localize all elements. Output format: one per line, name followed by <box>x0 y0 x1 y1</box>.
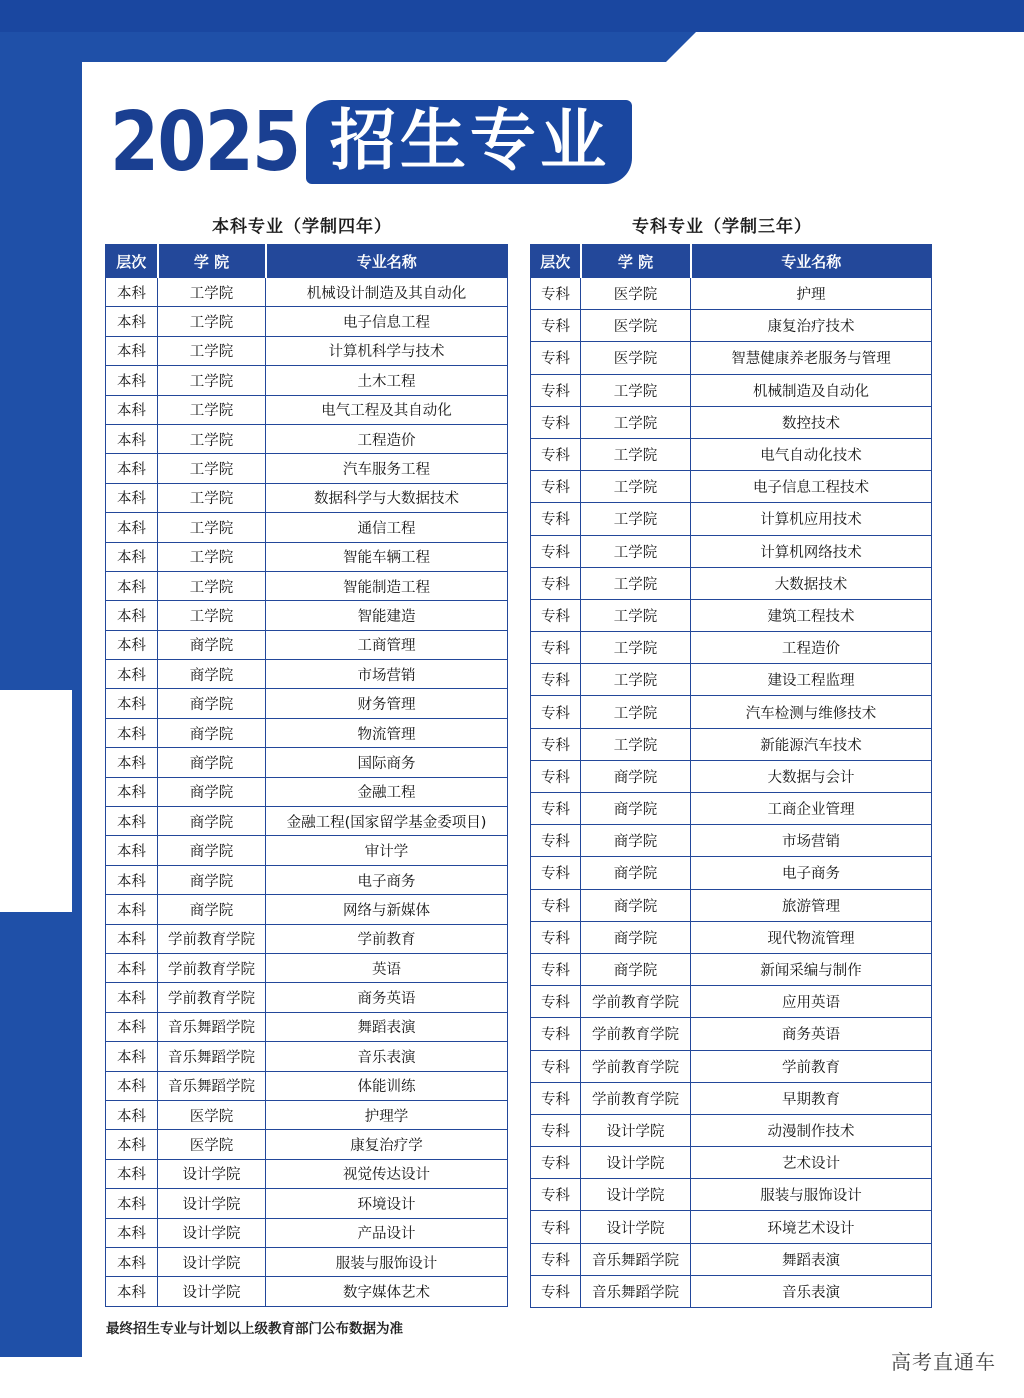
page-title: 招生专业 <box>330 102 610 179</box>
table-row <box>106 366 508 395</box>
major-cell: 工商管理 <box>266 630 508 659</box>
major-cell: 建筑工程技术 <box>691 599 932 631</box>
college-cell: 设计学院 <box>581 1147 691 1179</box>
table-row <box>531 986 932 1018</box>
table-row <box>531 728 932 760</box>
major-cell: 金融工程(国家留学基金委项目) <box>266 807 508 836</box>
major-cell: 汽车检测与维修技术 <box>691 696 932 728</box>
table-row <box>106 1012 508 1041</box>
table-row <box>106 542 508 571</box>
college-cell: 设计学院 <box>581 1211 691 1243</box>
table-row <box>106 689 508 718</box>
college-cell: 学前教育学院 <box>581 986 691 1018</box>
level-cell: 本科 <box>106 953 158 982</box>
major-cell: 英语 <box>266 953 508 982</box>
major-cell: 康复治疗技术 <box>691 310 932 342</box>
level-cell: 本科 <box>106 924 158 953</box>
college-cell: 工学院 <box>581 406 691 438</box>
level-cell: 专科 <box>531 471 581 503</box>
college-cell: 工学院 <box>158 513 266 542</box>
major-cell: 早期教育 <box>691 1082 932 1114</box>
major-cell: 金融工程 <box>266 777 508 806</box>
college-cell: 学前教育学院 <box>158 953 266 982</box>
major-cell: 智能车辆工程 <box>266 542 508 571</box>
major-cell: 音乐表演 <box>266 1042 508 1071</box>
college-cell: 商学院 <box>581 889 691 921</box>
table-header-row <box>531 245 932 278</box>
major-cell: 市场营销 <box>691 825 932 857</box>
college-cell: 学前教育学院 <box>158 924 266 953</box>
college-cell: 工学院 <box>158 307 266 336</box>
major-cell: 数据科学与大数据技术 <box>266 483 508 512</box>
level-cell: 本科 <box>106 1159 158 1188</box>
level-cell: 本科 <box>106 865 158 894</box>
level-cell: 专科 <box>531 986 581 1018</box>
college-cell: 商学院 <box>158 777 266 806</box>
level-cell: 本科 <box>106 1247 158 1276</box>
level-cell: 专科 <box>531 632 581 664</box>
level-cell: 专科 <box>531 1243 581 1275</box>
level-cell: 专科 <box>531 728 581 760</box>
major-cell: 学前教育 <box>691 1050 932 1082</box>
table-row <box>106 865 508 894</box>
level-cell: 专科 <box>531 793 581 825</box>
table-row <box>106 1277 508 1306</box>
table-row <box>106 718 508 747</box>
major-cell: 服装与服饰设计 <box>691 1179 932 1211</box>
level-cell: 本科 <box>106 601 158 630</box>
table-row <box>106 895 508 924</box>
benke-section-title: 本科专业（学制四年） <box>212 217 392 237</box>
side-notch-line <box>72 712 82 910</box>
college-cell: 工学院 <box>158 395 266 424</box>
table-row <box>531 1147 932 1179</box>
college-cell: 设计学院 <box>581 1114 691 1146</box>
college-cell: 医学院 <box>581 342 691 374</box>
level-cell: 本科 <box>106 1130 158 1159</box>
table-row <box>106 983 508 1012</box>
level-cell: 专科 <box>531 438 581 470</box>
college-cell: 音乐舞蹈学院 <box>581 1243 691 1275</box>
major-cell: 艺术设计 <box>691 1147 932 1179</box>
college-cell: 音乐舞蹈学院 <box>158 1042 266 1071</box>
major-cell: 机械制造及自动化 <box>691 374 932 406</box>
college-cell: 商学院 <box>581 921 691 953</box>
level-cell: 专科 <box>531 278 581 310</box>
level-cell: 专科 <box>531 1018 581 1050</box>
college-cell: 商学院 <box>158 630 266 659</box>
table-row <box>106 1130 508 1159</box>
level-cell: 本科 <box>106 630 158 659</box>
major-cell: 工程造价 <box>266 424 508 453</box>
college-cell: 工学院 <box>158 454 266 483</box>
major-cell: 商务英语 <box>266 983 508 1012</box>
zhuanke-section-title: 专科专业（学制三年） <box>632 217 812 237</box>
major-cell: 汽车服务工程 <box>266 454 508 483</box>
table-row <box>531 632 932 664</box>
level-cell: 专科 <box>531 953 581 985</box>
table-row <box>106 807 508 836</box>
table-row <box>531 953 932 985</box>
table-row <box>531 793 932 825</box>
level-cell: 本科 <box>106 1189 158 1218</box>
major-cell: 数字媒体艺术 <box>266 1277 508 1306</box>
college-cell: 设计学院 <box>158 1247 266 1276</box>
level-cell: 本科 <box>106 718 158 747</box>
table-row <box>531 825 932 857</box>
table-row <box>106 1100 508 1129</box>
major-cell: 电子商务 <box>266 865 508 894</box>
college-cell: 商学院 <box>581 953 691 985</box>
header-year: 2025 <box>110 95 300 190</box>
college-cell: 商学院 <box>158 718 266 747</box>
major-cell: 电子信息工程技术 <box>691 471 932 503</box>
college-cell: 工学院 <box>158 601 266 630</box>
college-cell: 商学院 <box>581 760 691 792</box>
college-cell: 工学院 <box>158 483 266 512</box>
table-row <box>106 395 508 424</box>
table-row <box>531 535 932 567</box>
table-row <box>531 406 932 438</box>
level-cell: 本科 <box>106 660 158 689</box>
table-row <box>106 513 508 542</box>
major-cell: 康复治疗学 <box>266 1130 508 1159</box>
level-cell: 本科 <box>106 836 158 865</box>
major-cell: 环境设计 <box>266 1189 508 1218</box>
college-cell: 工学院 <box>581 535 691 567</box>
major-cell: 审计学 <box>266 836 508 865</box>
college-cell: 商学院 <box>581 857 691 889</box>
major-cell: 智能制造工程 <box>266 571 508 600</box>
college-cell: 商学院 <box>158 895 266 924</box>
major-cell: 电子信息工程 <box>266 307 508 336</box>
college-cell: 设计学院 <box>581 1179 691 1211</box>
major-cell: 数控技术 <box>691 406 932 438</box>
table-row <box>106 660 508 689</box>
table-row <box>531 664 932 696</box>
level-cell: 专科 <box>531 1211 581 1243</box>
major-cell: 计算机科学与技术 <box>266 336 508 365</box>
header-college: 学 院 <box>158 245 266 278</box>
table-row <box>106 336 508 365</box>
level-cell: 专科 <box>531 760 581 792</box>
major-cell: 旅游管理 <box>691 889 932 921</box>
major-cell: 动漫制作技术 <box>691 1114 932 1146</box>
major-cell: 工程造价 <box>691 632 932 664</box>
level-cell: 本科 <box>106 895 158 924</box>
level-cell: 本科 <box>106 454 158 483</box>
level-cell: 本科 <box>106 513 158 542</box>
header-college: 学 院 <box>581 245 691 278</box>
college-cell: 商学院 <box>581 793 691 825</box>
college-cell: 商学院 <box>158 748 266 777</box>
college-cell: 工学院 <box>581 728 691 760</box>
level-cell: 本科 <box>106 748 158 777</box>
college-cell: 工学院 <box>581 503 691 535</box>
watermark: 高考直通车 <box>891 1350 996 1374</box>
table-row <box>106 630 508 659</box>
major-cell: 应用英语 <box>691 986 932 1018</box>
college-cell: 工学院 <box>581 471 691 503</box>
major-cell: 机械设计制造及其自动化 <box>266 278 508 307</box>
college-cell: 音乐舞蹈学院 <box>158 1012 266 1041</box>
major-cell: 音乐表演 <box>691 1275 932 1307</box>
table-row <box>106 454 508 483</box>
header-level: 层次 <box>531 245 581 278</box>
major-cell: 通信工程 <box>266 513 508 542</box>
level-cell: 本科 <box>106 483 158 512</box>
major-cell: 智慧健康养老服务与管理 <box>691 342 932 374</box>
college-cell: 商学院 <box>158 689 266 718</box>
college-cell: 音乐舞蹈学院 <box>158 1071 266 1100</box>
college-cell: 学前教育学院 <box>581 1050 691 1082</box>
college-cell: 工学院 <box>158 571 266 600</box>
table-row <box>106 836 508 865</box>
header-major: 专业名称 <box>691 245 932 278</box>
level-cell: 专科 <box>531 535 581 567</box>
level-cell: 专科 <box>531 889 581 921</box>
zhuanke-table <box>530 244 932 1308</box>
major-cell: 体能训练 <box>266 1071 508 1100</box>
level-cell: 专科 <box>531 1275 581 1307</box>
footnote: 最终招生专业与计划以上级教育部门公布数据为准 <box>106 1321 403 1337</box>
level-cell: 专科 <box>531 664 581 696</box>
major-cell: 计算机应用技术 <box>691 503 932 535</box>
benke-table <box>105 244 508 1307</box>
major-cell: 护理学 <box>266 1100 508 1129</box>
table-row <box>106 424 508 453</box>
table-row <box>106 1159 508 1188</box>
table-row <box>531 760 932 792</box>
level-cell: 专科 <box>531 921 581 953</box>
college-cell: 学前教育学院 <box>581 1018 691 1050</box>
benke-table-body <box>106 278 508 1307</box>
table-row <box>531 1243 932 1275</box>
major-cell: 工商企业管理 <box>691 793 932 825</box>
level-cell: 专科 <box>531 567 581 599</box>
major-cell: 舞蹈表演 <box>691 1243 932 1275</box>
table-row <box>106 601 508 630</box>
table-row <box>106 278 508 307</box>
college-cell: 工学院 <box>581 567 691 599</box>
table-row <box>531 599 932 631</box>
major-cell: 国际商务 <box>266 748 508 777</box>
major-cell: 土木工程 <box>266 366 508 395</box>
major-cell: 学前教育 <box>266 924 508 953</box>
college-cell: 工学院 <box>158 336 266 365</box>
college-cell: 工学院 <box>158 542 266 571</box>
college-cell: 商学院 <box>581 825 691 857</box>
table-row <box>106 1247 508 1276</box>
level-cell: 本科 <box>106 807 158 836</box>
level-cell: 本科 <box>106 1277 158 1306</box>
table-row <box>531 503 932 535</box>
table-row <box>531 857 932 889</box>
table-row <box>531 1179 932 1211</box>
table-row <box>531 1275 932 1307</box>
level-cell: 专科 <box>531 1147 581 1179</box>
table-row <box>106 1189 508 1218</box>
college-cell: 设计学院 <box>158 1277 266 1306</box>
major-cell: 建设工程监理 <box>691 664 932 696</box>
level-cell: 本科 <box>106 571 158 600</box>
major-cell: 网络与新媒体 <box>266 895 508 924</box>
major-cell: 环境艺术设计 <box>691 1211 932 1243</box>
level-cell: 本科 <box>106 542 158 571</box>
level-cell: 本科 <box>106 1100 158 1129</box>
level-cell: 专科 <box>531 599 581 631</box>
level-cell: 专科 <box>531 342 581 374</box>
college-cell: 学前教育学院 <box>581 1082 691 1114</box>
side-notch <box>0 690 72 912</box>
level-cell: 本科 <box>106 336 158 365</box>
table-row <box>531 471 932 503</box>
major-cell: 新能源汽车技术 <box>691 728 932 760</box>
table-row <box>106 307 508 336</box>
major-cell: 物流管理 <box>266 718 508 747</box>
college-cell: 医学院 <box>581 310 691 342</box>
header-level: 层次 <box>106 245 158 278</box>
level-cell: 本科 <box>106 278 158 307</box>
level-cell: 专科 <box>531 1179 581 1211</box>
table-row <box>531 278 932 310</box>
level-cell: 专科 <box>531 696 581 728</box>
major-cell: 护理 <box>691 278 932 310</box>
college-cell: 工学院 <box>581 374 691 406</box>
major-cell: 商务英语 <box>691 1018 932 1050</box>
table-row <box>531 567 932 599</box>
table-row <box>106 1218 508 1247</box>
college-cell: 工学院 <box>581 632 691 664</box>
zhuanke-table-body <box>531 278 932 1308</box>
table-row <box>106 1042 508 1071</box>
college-cell: 医学院 <box>158 1130 266 1159</box>
college-cell: 学前教育学院 <box>158 983 266 1012</box>
major-cell: 服装与服饰设计 <box>266 1247 508 1276</box>
college-cell: 工学院 <box>581 664 691 696</box>
level-cell: 专科 <box>531 857 581 889</box>
major-cell: 现代物流管理 <box>691 921 932 953</box>
table-row <box>531 1082 932 1114</box>
college-cell: 工学院 <box>581 438 691 470</box>
college-cell: 工学院 <box>581 696 691 728</box>
table-row <box>531 1114 932 1146</box>
major-cell: 计算机网络技术 <box>691 535 932 567</box>
major-cell: 财务管理 <box>266 689 508 718</box>
level-cell: 本科 <box>106 395 158 424</box>
major-cell: 新闻采编与制作 <box>691 953 932 985</box>
major-cell: 视觉传达设计 <box>266 1159 508 1188</box>
table-row <box>106 748 508 777</box>
level-cell: 本科 <box>106 1042 158 1071</box>
major-cell: 电子商务 <box>691 857 932 889</box>
major-cell: 大数据技术 <box>691 567 932 599</box>
major-cell: 电气工程及其自动化 <box>266 395 508 424</box>
college-cell: 工学院 <box>158 366 266 395</box>
table-row <box>106 483 508 512</box>
table-row <box>531 921 932 953</box>
level-cell: 本科 <box>106 777 158 806</box>
table-row <box>106 571 508 600</box>
level-cell: 本科 <box>106 424 158 453</box>
level-cell: 本科 <box>106 983 158 1012</box>
level-cell: 本科 <box>106 689 158 718</box>
level-cell: 本科 <box>106 1071 158 1100</box>
college-cell: 工学院 <box>158 278 266 307</box>
college-cell: 工学院 <box>158 424 266 453</box>
level-cell: 本科 <box>106 1218 158 1247</box>
header-major: 专业名称 <box>266 245 508 278</box>
level-cell: 本科 <box>106 307 158 336</box>
table-row <box>106 924 508 953</box>
level-cell: 本科 <box>106 366 158 395</box>
college-cell: 商学院 <box>158 807 266 836</box>
college-cell: 商学院 <box>158 660 266 689</box>
level-cell: 专科 <box>531 374 581 406</box>
table-row <box>531 889 932 921</box>
level-cell: 专科 <box>531 1050 581 1082</box>
level-cell: 本科 <box>106 1012 158 1041</box>
major-cell: 产品设计 <box>266 1218 508 1247</box>
college-cell: 医学院 <box>158 1100 266 1129</box>
college-cell: 商学院 <box>158 865 266 894</box>
college-cell: 商学院 <box>158 836 266 865</box>
level-cell: 专科 <box>531 310 581 342</box>
major-cell: 市场营销 <box>266 660 508 689</box>
major-cell: 智能建造 <box>266 601 508 630</box>
level-cell: 专科 <box>531 825 581 857</box>
bottom-strip <box>0 1357 1024 1398</box>
major-cell: 舞蹈表演 <box>266 1012 508 1041</box>
table-row <box>531 310 932 342</box>
college-cell: 工学院 <box>581 599 691 631</box>
college-cell: 设计学院 <box>158 1189 266 1218</box>
top-band <box>0 0 1024 32</box>
college-cell: 设计学院 <box>158 1159 266 1188</box>
level-cell: 专科 <box>531 1114 581 1146</box>
table-header-row <box>106 245 508 278</box>
college-cell: 设计学院 <box>158 1218 266 1247</box>
college-cell: 医学院 <box>581 278 691 310</box>
table-row <box>531 342 932 374</box>
major-cell: 大数据与会计 <box>691 760 932 792</box>
table-row <box>531 1018 932 1050</box>
level-cell: 专科 <box>531 406 581 438</box>
college-cell: 音乐舞蹈学院 <box>581 1275 691 1307</box>
major-cell: 电气自动化技术 <box>691 438 932 470</box>
table-row <box>531 1211 932 1243</box>
level-cell: 专科 <box>531 1082 581 1114</box>
table-row <box>531 1050 932 1082</box>
level-cell: 专科 <box>531 503 581 535</box>
table-row <box>106 777 508 806</box>
table-row <box>106 953 508 982</box>
table-row <box>531 374 932 406</box>
table-row <box>531 696 932 728</box>
table-row <box>106 1071 508 1100</box>
table-row <box>531 438 932 470</box>
